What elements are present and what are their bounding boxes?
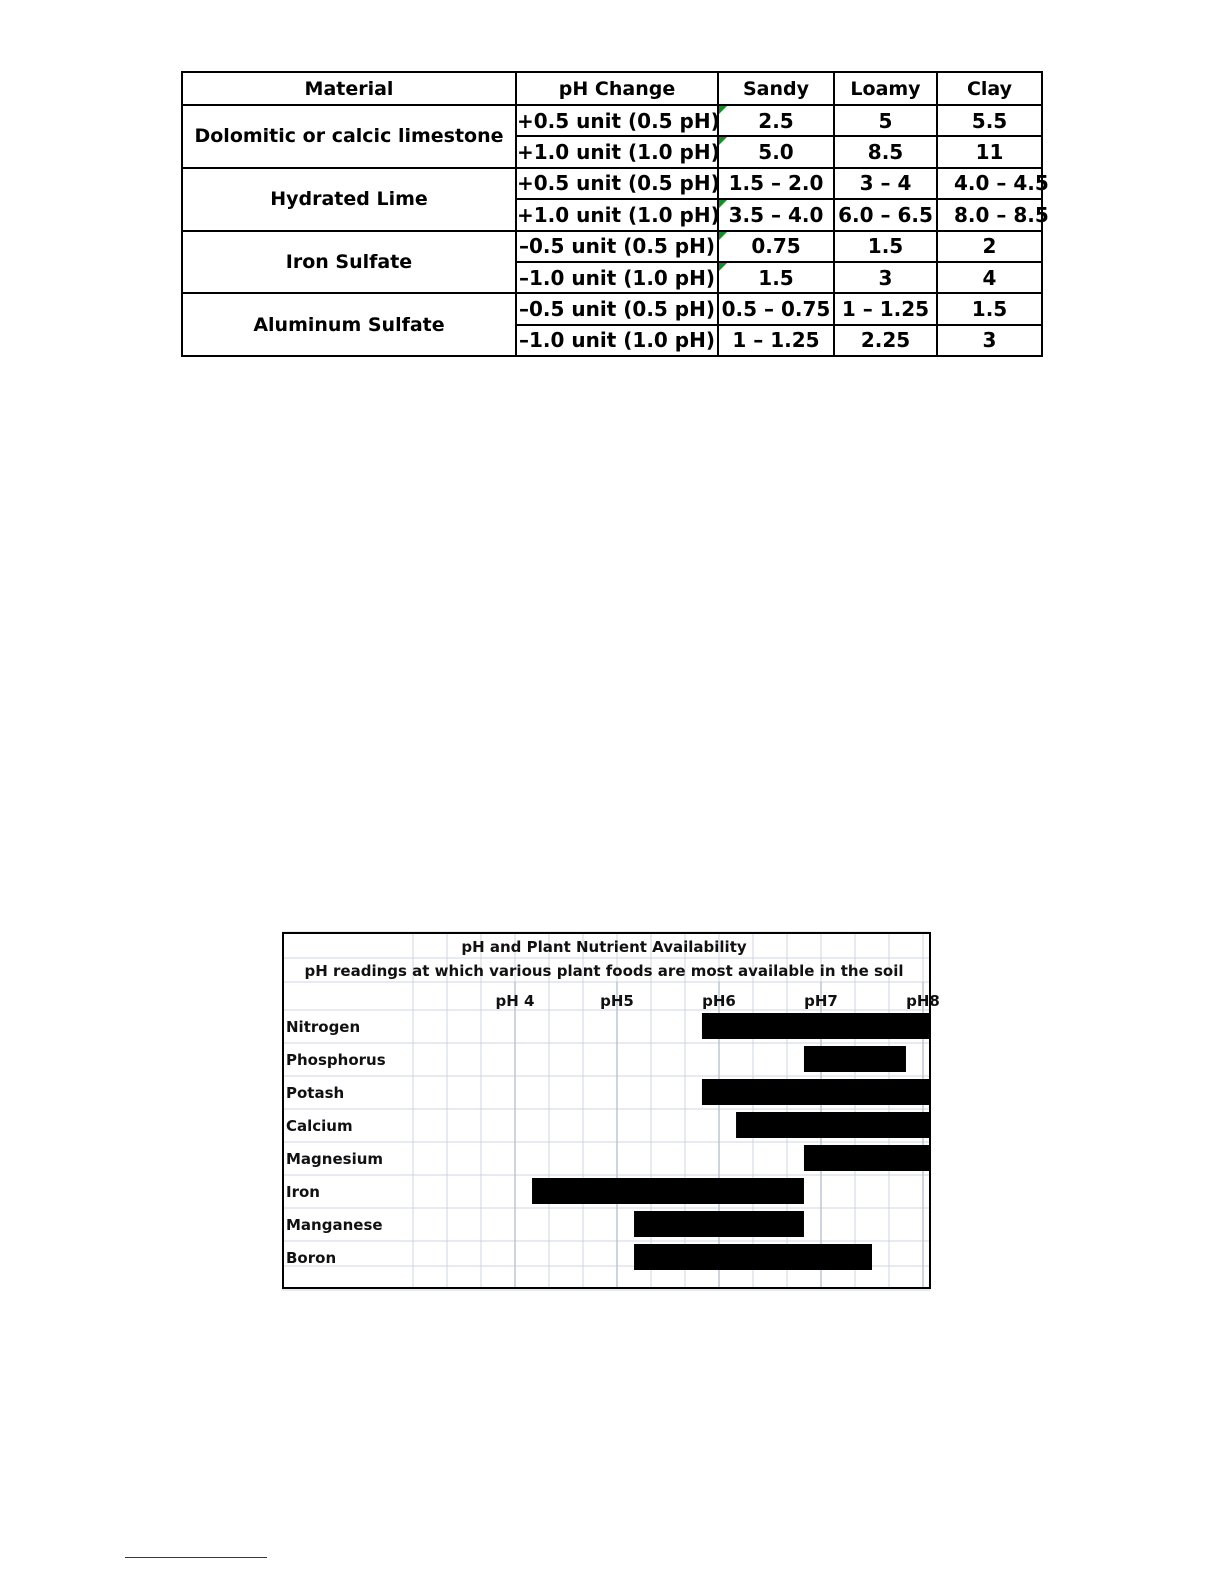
- sandy-cell: [718, 105, 834, 136]
- tick-label: pH8: [906, 992, 940, 1010]
- header-material: Material: [182, 72, 516, 105]
- material-cell: Hydrated Lime: [182, 168, 516, 231]
- clay-cell: 3: [937, 325, 1042, 356]
- chart-tick-labels: [496, 992, 940, 1010]
- range-bar-iron: [532, 1178, 804, 1204]
- material-cell: Aluminum Sulfate: [182, 293, 516, 356]
- ph-change-cell: +0.5 unit (0.5 pH): [516, 105, 718, 136]
- ph-change-cell: –1.0 unit (1.0 pH): [516, 262, 718, 293]
- clay-cell: 2: [937, 231, 1042, 262]
- category-label: Manganese: [286, 1216, 383, 1234]
- error-indicator-icon: [719, 232, 727, 240]
- category-label: Calcium: [286, 1117, 353, 1135]
- sandy-cell: 0.5 – 0.75: [718, 293, 834, 324]
- sandy-cell: 1.5 – 2.0: [718, 168, 834, 199]
- loamy-cell: 3 – 4: [834, 168, 937, 199]
- header-sandy: Sandy: [718, 72, 834, 105]
- error-indicator-icon: [719, 200, 727, 208]
- sandy-cell: [718, 231, 834, 262]
- header-ph-change: pH Change: [516, 72, 718, 105]
- chart-subtitle: pH readings at which various plant foods are most available in the soil: [304, 962, 904, 980]
- range-bar-nitrogen: [702, 1013, 930, 1039]
- clay-cell: 4: [937, 262, 1042, 293]
- material-cell: Dolomitic or calcic limestone: [182, 105, 516, 168]
- category-label: Iron: [286, 1183, 320, 1201]
- ph-change-cell: –0.5 unit (0.5 pH): [516, 231, 718, 262]
- sandy-value: 5.0: [758, 140, 794, 165]
- table-row: [182, 105, 1042, 136]
- header-clay: Clay: [937, 72, 1042, 105]
- loamy-cell: 1.5: [834, 231, 937, 262]
- tick-label: pH6: [702, 992, 736, 1010]
- clay-cell: 11: [937, 136, 1042, 167]
- lime-sulfur-amendment-table: [181, 71, 1049, 357]
- sandy-cell: [718, 199, 834, 230]
- tick-label: pH 4: [495, 992, 535, 1010]
- ph-change-cell: +1.0 unit (1.0 pH): [516, 136, 718, 167]
- sandy-value: 2.5: [758, 108, 794, 133]
- category-label: Nitrogen: [286, 1018, 361, 1036]
- error-indicator-icon: [719, 137, 727, 145]
- range-bar-phosphorus: [804, 1046, 906, 1072]
- sandy-cell: 1 – 1.25: [718, 325, 834, 356]
- loamy-cell: 1 – 1.25: [834, 293, 937, 324]
- tick-label: pH7: [804, 992, 838, 1010]
- range-bar-potash: [702, 1079, 930, 1105]
- clay-cell: 4.0 – 4.5: [937, 168, 1042, 199]
- chart-title: pH and Plant Nutrient Availability: [461, 938, 747, 956]
- category-label: Potash: [286, 1084, 345, 1102]
- category-label: Magnesium: [286, 1150, 384, 1168]
- sandy-value: 0.75: [751, 234, 801, 259]
- clay-cell: 8.0 – 8.5: [937, 199, 1042, 230]
- table-row: [182, 293, 1042, 324]
- table-row: [182, 231, 1042, 262]
- sandy-cell: [718, 136, 834, 167]
- category-label: Phosphorus: [286, 1051, 386, 1069]
- chart-frame: [283, 933, 930, 1288]
- sandy-cell: [718, 262, 834, 293]
- material-cell: Iron Sulfate: [182, 231, 516, 294]
- range-bar-manganese: [634, 1211, 804, 1237]
- clay-cell: 5.5: [937, 105, 1042, 136]
- footer-link-underline: [125, 1557, 267, 1558]
- range-bar-calcium: [736, 1112, 930, 1138]
- ph-change-cell: –1.0 unit (1.0 pH): [516, 325, 718, 356]
- loamy-cell: 2.25: [834, 325, 937, 356]
- table-row: [182, 168, 1042, 199]
- header-loamy: Loamy: [834, 72, 937, 105]
- sandy-value: 1.5: [758, 265, 794, 290]
- nutrient-availability-chart: [282, 932, 940, 1290]
- clay-cell: 1.5: [937, 293, 1042, 324]
- tick-label: pH5: [600, 992, 634, 1010]
- category-label: Boron: [286, 1249, 337, 1267]
- loamy-cell: 6.0 – 6.5: [834, 199, 937, 230]
- ph-change-cell: –0.5 unit (0.5 pH): [516, 293, 718, 324]
- error-indicator-icon: [719, 263, 727, 271]
- range-bar-boron: [634, 1244, 872, 1270]
- loamy-cell: 8.5: [834, 136, 937, 167]
- chart-svg: [282, 932, 940, 1290]
- error-indicator-icon: [719, 106, 727, 114]
- sandy-value: 3.5 – 4.0: [728, 202, 824, 227]
- table-header-row: [182, 72, 1042, 105]
- range-bar-magnesium: [804, 1145, 930, 1171]
- loamy-cell: 5: [834, 105, 937, 136]
- ph-change-cell: +0.5 unit (0.5 pH): [516, 168, 718, 199]
- chart-grid: [282, 932, 930, 1290]
- amendment-table-grid: [181, 71, 1049, 357]
- loamy-cell: 3: [834, 262, 937, 293]
- ph-change-cell: +1.0 unit (1.0 pH): [516, 199, 718, 230]
